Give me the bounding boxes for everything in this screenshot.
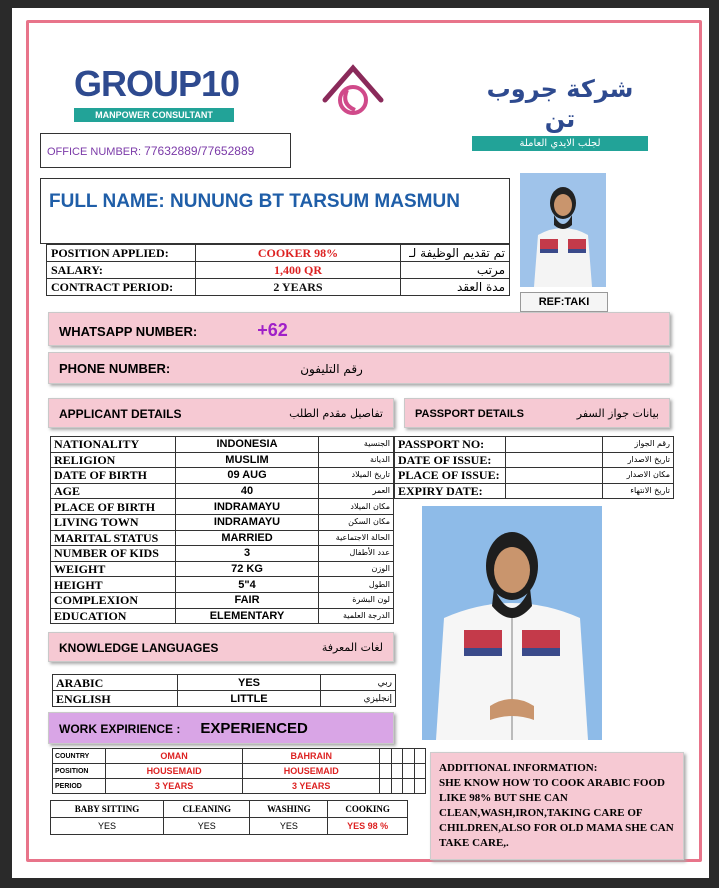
detail-label: HEIGHT — [51, 577, 176, 593]
detail-value: 40 — [176, 483, 319, 499]
detail-label: AGE — [51, 483, 176, 499]
detail-ar: عدد الأطفال — [319, 546, 394, 562]
phone-ar: رقم التليفون — [300, 362, 363, 376]
table-row — [395, 452, 674, 468]
detail-value: 72 KG — [176, 561, 319, 577]
work-experience-bar — [48, 712, 394, 744]
knowledge-ar: لغات المعرفة — [321, 641, 383, 654]
table-row — [51, 530, 394, 546]
work-cell: 3 YEARS — [106, 779, 243, 794]
table-row — [51, 577, 394, 593]
work-header: PERIOD — [53, 779, 106, 794]
detail-value: INDRAMAYU — [176, 514, 319, 530]
full-name: FULL NAME: NUNUNG BT TARSUM MASMUN — [40, 178, 510, 244]
passport-table — [394, 436, 674, 499]
passport-field-ar: مكان الاصدار — [603, 468, 674, 484]
detail-value: 3 — [176, 546, 319, 562]
work-cell-empty — [414, 764, 425, 779]
arabic-logo-title: شركة جروب تن — [486, 75, 634, 133]
position-value: COOKER 98% — [196, 245, 401, 262]
additional-information — [430, 752, 684, 860]
detail-label: NUMBER OF KIDS — [51, 546, 176, 562]
work-cell-empty — [380, 779, 391, 794]
passport-field-label: PLACE OF ISSUE: — [395, 468, 506, 484]
skill-header: BABY SITTING — [51, 801, 164, 818]
work-header: COUNTRY — [53, 749, 106, 764]
contract-value: 2 YEARS — [196, 279, 401, 296]
table-row — [395, 468, 674, 484]
skill-value: YES 98 % — [328, 818, 408, 835]
contract-label: CONTRACT PERIOD: — [47, 279, 196, 296]
detail-value: ELEMENTARY — [176, 608, 319, 624]
work-cell-empty — [414, 779, 425, 794]
whatsapp-label: WHATSAPP NUMBER: — [59, 324, 198, 339]
applicant-photo-small — [520, 173, 606, 287]
detail-ar: لون البشرة — [319, 592, 394, 608]
language-label: ENGLISH — [53, 691, 178, 707]
table-row — [51, 608, 394, 624]
table-row — [47, 262, 510, 279]
detail-value: MUSLIM — [176, 452, 319, 468]
additional-text: SHE KNOW HOW TO COOK ARABIC FOOD LIKE 98% BUT SHE CAN CLEAN,WASH,IRON,TAKING CARE OF CHILDREN,ALSO FOR OLD MAMA SHE CAN TAKE CARE,. — [439, 777, 674, 849]
passport-field-ar: تاريخ الاصدار — [603, 452, 674, 468]
detail-value: FAIR — [176, 592, 319, 608]
work-cell-empty — [403, 779, 414, 794]
office-number-box — [40, 133, 291, 168]
work-cell: OMAN — [106, 749, 243, 764]
ref-box: REF:TAKI — [520, 292, 608, 312]
table-row — [51, 437, 394, 453]
detail-ar: الديانة — [319, 452, 394, 468]
passport-field-label: DATE OF ISSUE: — [395, 452, 506, 468]
table-row — [53, 779, 426, 794]
table-row — [53, 764, 426, 779]
language-value: LITTLE — [178, 691, 321, 707]
table-row — [51, 592, 394, 608]
passport-field-value — [506, 483, 603, 499]
table-row — [53, 691, 396, 707]
applicant-details-bar — [48, 398, 394, 428]
table-row — [51, 801, 408, 818]
language-value: YES — [178, 675, 321, 691]
detail-label: RELIGION — [51, 452, 176, 468]
work-cell-empty — [391, 749, 402, 764]
detail-label: PLACE OF BIRTH — [51, 499, 176, 515]
arabic-logo — [472, 74, 648, 151]
phone-bar — [48, 352, 670, 384]
applicant-label: APPLICANT DETAILS — [59, 407, 182, 421]
detail-ar: تاريخ الميلاد — [319, 468, 394, 484]
language-ar: إنجليزي — [321, 691, 396, 707]
work-cell: HOUSEMAID — [106, 764, 243, 779]
work-cell-empty — [380, 764, 391, 779]
applicant-ar: تفاصيل مقدم الطلب — [289, 407, 383, 420]
skill-value: YES — [51, 818, 164, 835]
work-cell-empty — [403, 749, 414, 764]
cv-sheet — [12, 8, 709, 878]
work-value: EXPERIENCED — [200, 720, 308, 737]
detail-ar: مكان السكن — [319, 514, 394, 530]
additional-title: ADDITIONAL INFORMATION: — [439, 762, 598, 774]
detail-label: WEIGHT — [51, 561, 176, 577]
work-label: WORK EXPIRIENCE : — [59, 722, 181, 736]
work-header: POSITION — [53, 764, 106, 779]
group10-logo — [74, 63, 240, 122]
passport-field-value — [506, 468, 603, 484]
knowledge-languages-bar — [48, 632, 394, 662]
language-ar: ربي — [321, 675, 396, 691]
table-row — [53, 749, 426, 764]
detail-ar: الجنسية — [319, 437, 394, 453]
table-row — [47, 279, 510, 296]
detail-label: NATIONALITY — [51, 437, 176, 453]
skills-table — [50, 800, 408, 835]
logo-title: GROUP10 — [74, 63, 240, 104]
whatsapp-bar — [48, 312, 670, 346]
knowledge-label: KNOWLEDGE LANGUAGES — [59, 641, 219, 655]
detail-label: LIVING TOWN — [51, 514, 176, 530]
position-label: POSITION APPLIED: — [47, 245, 196, 262]
salary-ar: مرتب — [401, 262, 510, 279]
table-row — [395, 437, 674, 453]
passport-field-value — [506, 437, 603, 453]
salary-label: SALARY: — [47, 262, 196, 279]
skill-header: CLEANING — [164, 801, 250, 818]
work-cell-empty — [414, 749, 425, 764]
detail-label: COMPLEXION — [51, 592, 176, 608]
table-row — [47, 245, 510, 262]
passport-field-label: EXPIRY DATE: — [395, 483, 506, 499]
position-table — [46, 244, 510, 296]
skill-value: YES — [164, 818, 250, 835]
detail-value: INDRAMAYU — [176, 499, 319, 515]
languages-table — [52, 674, 396, 707]
work-history-table — [52, 748, 426, 794]
table-row — [53, 675, 396, 691]
passport-field-ar: رقم الجواز — [603, 437, 674, 453]
detail-value: 5"4 — [176, 577, 319, 593]
detail-label: DATE OF BIRTH — [51, 468, 176, 484]
applicant-photo-large — [422, 506, 602, 740]
detail-ar: الحالة الاجتماعية — [319, 530, 394, 546]
position-ar: تم تقديم الوظيفة لـ — [401, 245, 510, 262]
skill-value: YES — [250, 818, 328, 835]
contract-ar: مدة العقد — [401, 279, 510, 296]
language-label: ARABIC — [53, 675, 178, 691]
passport-field-ar: تاريخ الانتهاء — [603, 483, 674, 499]
passport-label: PASSPORT DETAILS — [415, 408, 524, 420]
office-label: OFFICE NUMBER: — [47, 146, 145, 158]
table-row — [51, 561, 394, 577]
detail-ar: الدرجة العلمية — [319, 608, 394, 624]
detail-value: INDONESIA — [176, 437, 319, 453]
work-cell-empty — [403, 764, 414, 779]
table-row — [51, 452, 394, 468]
detail-ar: الوزن — [319, 561, 394, 577]
house-logo-icon — [317, 60, 389, 122]
arabic-logo-subtitle: لجلب الايدي العاملة — [472, 136, 648, 151]
whatsapp-value: +62 — [257, 320, 288, 340]
table-row — [51, 514, 394, 530]
work-cell: 3 YEARS — [243, 779, 380, 794]
skill-header: WASHING — [250, 801, 328, 818]
work-cell-empty — [391, 779, 402, 794]
detail-label: EDUCATION — [51, 608, 176, 624]
detail-ar: العمر — [319, 483, 394, 499]
work-cell: BAHRAIN — [243, 749, 380, 764]
passport-field-label: PASSPORT NO: — [395, 437, 506, 453]
table-row — [51, 468, 394, 484]
logo-subtitle: MANPOWER CONSULTANT — [74, 108, 234, 122]
table-row — [51, 483, 394, 499]
work-cell: HOUSEMAID — [243, 764, 380, 779]
detail-value: MARRIED — [176, 530, 319, 546]
work-cell-empty — [391, 764, 402, 779]
passport-ar: بيانات جواز السفر — [576, 407, 659, 420]
detail-ar: مكان الميلاد — [319, 499, 394, 515]
applicant-details-table — [50, 436, 394, 624]
table-row — [51, 818, 408, 835]
passport-field-value — [506, 452, 603, 468]
office-number: 77632889/77652889 — [144, 144, 255, 158]
detail-value: 09 AUG — [176, 468, 319, 484]
table-row — [51, 499, 394, 515]
detail-ar: الطول — [319, 577, 394, 593]
table-row — [51, 546, 394, 562]
passport-details-bar — [404, 398, 670, 428]
detail-label: MARITAL STATUS — [51, 530, 176, 546]
work-cell-empty — [380, 749, 391, 764]
table-row — [395, 483, 674, 499]
phone-label: PHONE NUMBER: — [59, 361, 171, 376]
salary-value: 1,400 QR — [196, 262, 401, 279]
skill-header: COOKING — [328, 801, 408, 818]
